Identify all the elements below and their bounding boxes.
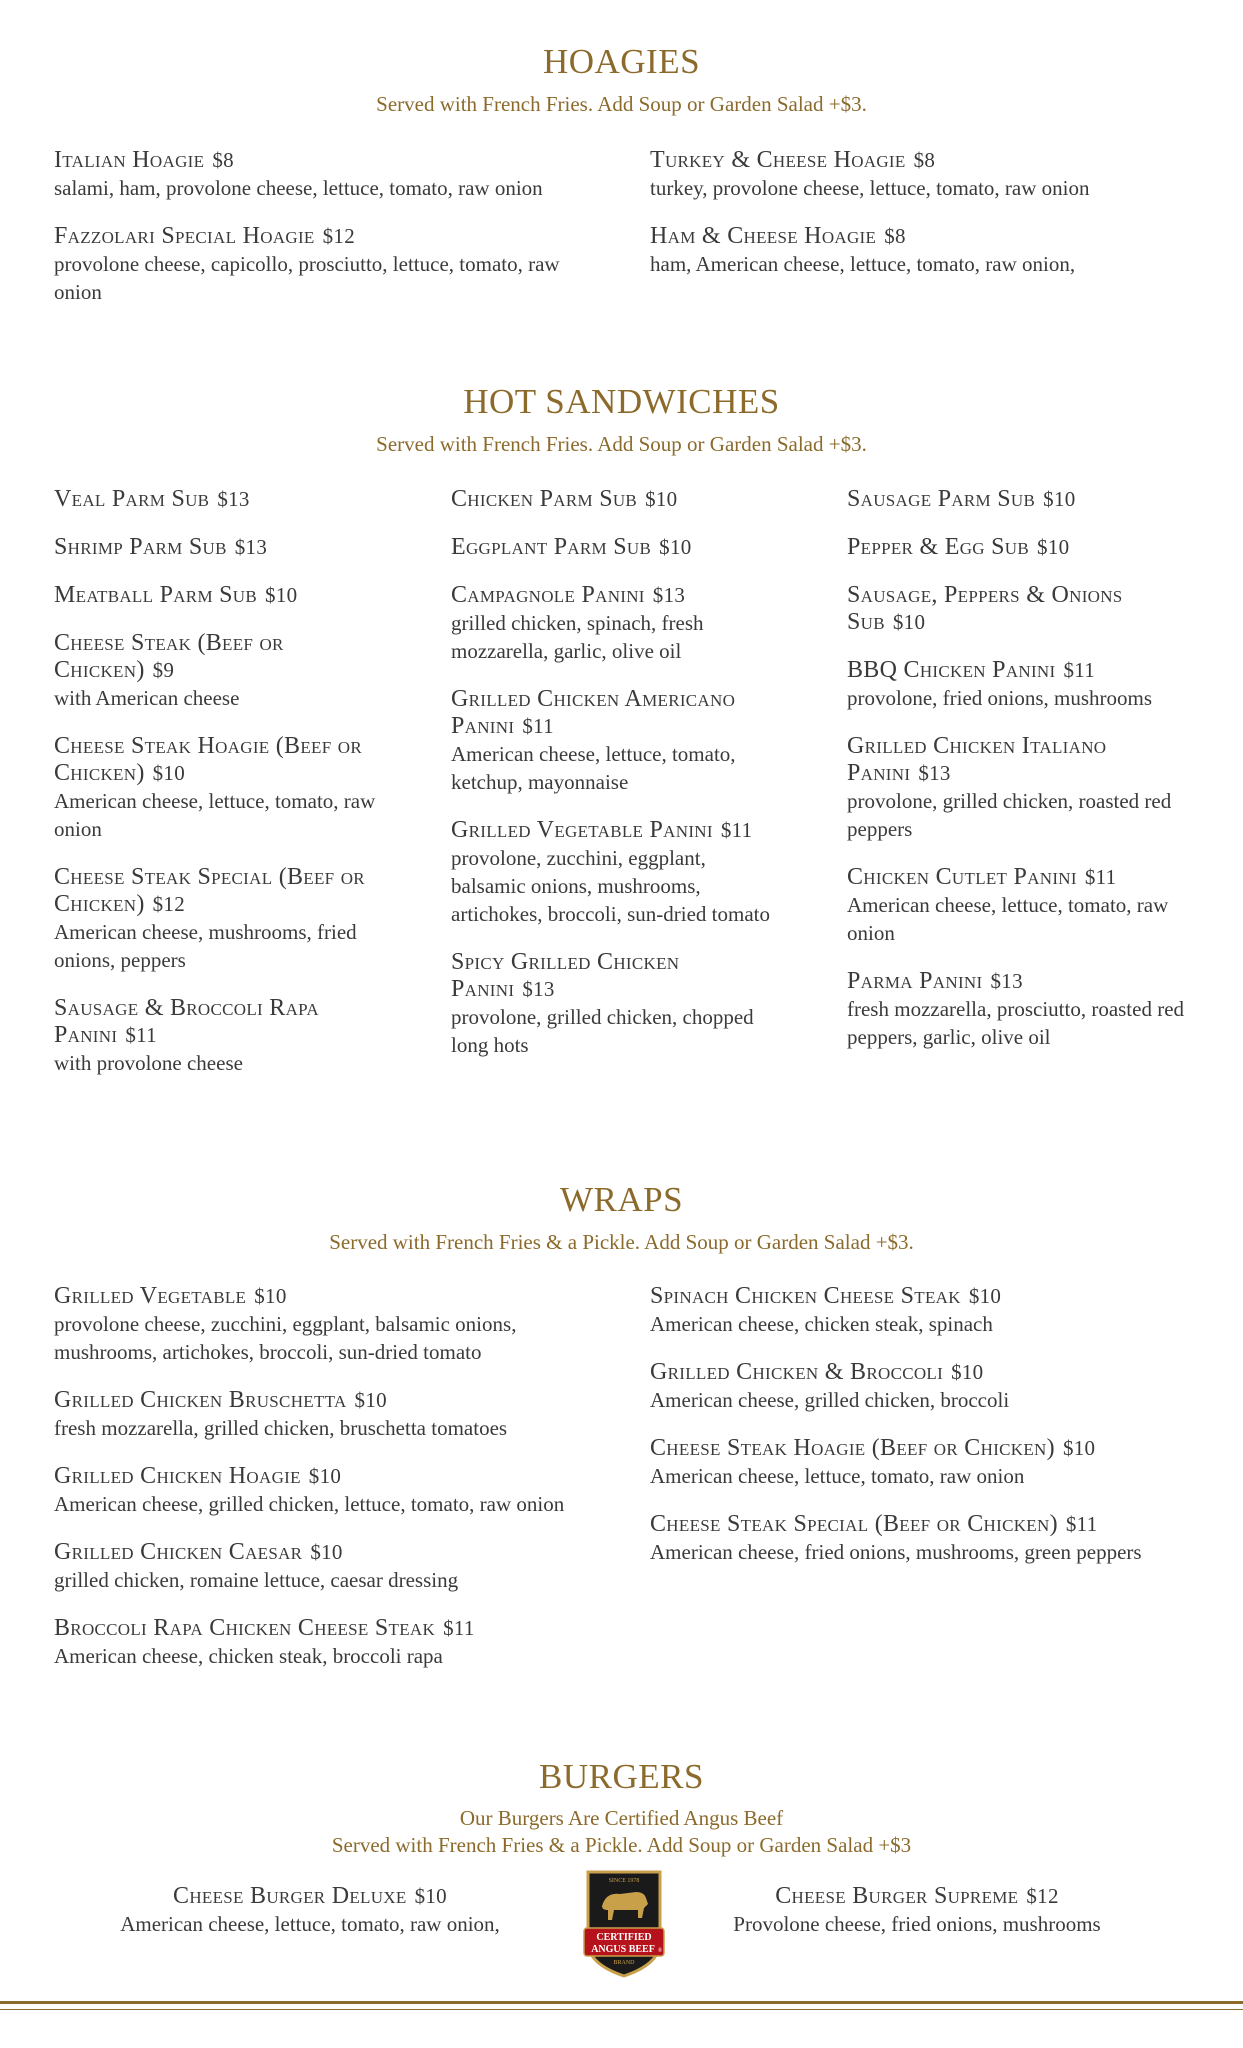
item-price: $10: [265, 583, 298, 607]
menu-item: [451, 817, 781, 928]
item-price: $10: [659, 535, 692, 559]
item-name: Grilled Chicken Americano Panini: [451, 686, 736, 739]
menu-item: [650, 223, 1190, 278]
item-price: $11: [125, 1023, 157, 1047]
wraps-left-column: [54, 1283, 594, 1691]
item-name: Cheese Steak Hoagie (Beef or Chicken): [650, 1435, 1055, 1461]
item-description: provolone, grilled chicken, roasted red peppers: [847, 789, 1172, 841]
item-price: $12: [152, 892, 186, 916]
menu-item: [54, 486, 384, 513]
item-name: Cheese Steak Special (Beef or Chicken): [54, 864, 365, 917]
menu-item: [54, 864, 384, 974]
wraps-subtitle: Served with French Fries & a Pickle. Add Soup or Garden Salad +$3.: [329, 1230, 914, 1254]
item-description: fresh mozzarella, grilled chicken, bruschetta tomatoes: [54, 1416, 508, 1440]
item-description: American cheese, grilled chicken, broccoli: [650, 1388, 1010, 1412]
item-price: $11: [1084, 865, 1117, 889]
menu-item: [847, 657, 1192, 712]
item-name: Cheese Steak Hoagie (Beef or Chicken): [54, 733, 363, 786]
menu-item: [54, 1463, 594, 1518]
item-price: $10: [951, 1360, 984, 1384]
item-description: American cheese, chicken steak, broccoli rapa: [54, 1644, 443, 1668]
item-description: with American cheese: [54, 686, 240, 710]
item-name: Cheese Steak Special (Beef or Chicken): [650, 1511, 1058, 1537]
menu-item: [451, 686, 781, 796]
item-price: $13: [652, 583, 686, 607]
item-name: Sausage Parm Sub: [847, 486, 1036, 512]
item-price: $8: [884, 224, 906, 248]
logo-registered-mark: ®: [657, 1948, 663, 1954]
item-price: $12: [322, 224, 355, 248]
item-price: $10: [354, 1388, 387, 1412]
item-name: Spinach Chicken Cheese Steak: [650, 1283, 961, 1309]
item-price: $13: [217, 487, 250, 511]
item-price: $10: [152, 761, 186, 785]
menu-item: [847, 486, 1192, 513]
item-name: Grilled Vegetable: [54, 1283, 247, 1309]
item-name: Fazzolari Special Hoagie: [54, 223, 315, 249]
item-name: Turkey & Cheese Hoagie: [650, 147, 906, 173]
item-description: provolone, fried onions, mushrooms: [847, 686, 1153, 710]
item-name: Grilled Chicken Hoagie: [54, 1463, 301, 1489]
logo-top-text: SINCE 1978: [608, 1878, 640, 1884]
burger-item-supreme: [697, 1883, 1137, 1938]
item-price: $10: [1062, 1436, 1096, 1460]
item-name: Ham & Cheese Hoagie: [650, 223, 877, 249]
menu-item: [847, 864, 1192, 947]
hot-sandwiches-column-2: [451, 486, 781, 1080]
hoagies-left-column: [54, 147, 594, 327]
logo-line-2: ANGUS BEEF: [591, 1944, 655, 1955]
menu-item: [650, 1359, 1180, 1414]
item-price: $11: [443, 1616, 475, 1640]
menu-item: [54, 733, 384, 843]
item-description: American cheese, mushrooms, fried onions, peppers: [54, 920, 357, 972]
menu-item: [54, 630, 384, 712]
wraps-title: WRAPS: [559, 1180, 684, 1219]
item-description: provolone cheese, zucchini, eggplant, balsamic onions, mushrooms, artichokes, broccoli, sun-dried tomato: [54, 1312, 517, 1364]
item-price: $11: [1063, 658, 1096, 682]
item-name: Spicy Grilled Chicken Panini: [451, 949, 680, 1002]
burgers-title: BURGERS: [539, 1757, 704, 1796]
menu-item: [54, 147, 594, 202]
item-description: provolone, zucchini, eggplant, balsamic onions, mushrooms, artichokes, broccoli, sun-dried tomato: [451, 846, 770, 926]
item-name: Sausage, Peppers & Onions Sub: [847, 582, 1123, 635]
item-name: Meatball Parm Sub: [54, 582, 258, 608]
item-price: $13: [522, 977, 555, 1001]
hot-sandwiches-column-1: [54, 486, 384, 1098]
item-name: Grilled Chicken Bruschetta: [54, 1387, 347, 1413]
menu-item: [54, 223, 594, 306]
item-description: American cheese, grilled chicken, lettuce, tomato, raw onion: [54, 1492, 565, 1516]
item-price: $10: [254, 1284, 287, 1308]
burger-item-deluxe: [90, 1883, 530, 1938]
item-description: provolone, grilled chicken, chopped long hots: [451, 1005, 754, 1057]
item-name: Grilled Chicken & Broccoli: [650, 1359, 944, 1385]
item-name: Grilled Vegetable Panini: [451, 817, 713, 843]
menu-item: [650, 1511, 1180, 1566]
item-description: grilled chicken, romaine lettuce, caesar dressing: [54, 1568, 459, 1592]
item-price: $10: [1037, 535, 1070, 559]
item-name: Chicken Cutlet Panini: [847, 864, 1077, 890]
hoagies-right-column: [650, 147, 1190, 299]
menu-item: [451, 582, 781, 665]
item-description: turkey, provolone cheese, lettuce, tomato, raw onion: [650, 176, 1090, 200]
footer-rule-top: [0, 2001, 1243, 2004]
footer-rule-bottom: [0, 2009, 1243, 2010]
item-price: $10: [645, 487, 678, 511]
wraps-right-column: [650, 1283, 1180, 1587]
item-price: $9: [152, 658, 175, 682]
item-description: fresh mozzarella, prosciutto, roasted red peppers, garlic, olive oil: [847, 997, 1185, 1049]
item-name: Campagnole Panini: [451, 582, 645, 608]
item-name: Chicken Parm Sub: [451, 486, 638, 512]
burgers-subtitle-2: Served with French Fries & a Pickle. Add Soup or Garden Salad +$3: [331, 1833, 912, 1857]
hot-sandwiches-title: HOT SANDWICHES: [463, 382, 780, 421]
item-name: Parma Panini: [847, 968, 983, 994]
menu-item: [847, 534, 1192, 561]
item-name: Grilled Chicken Caesar: [54, 1539, 303, 1565]
certified-angus-beef-logo: [580, 1868, 668, 1978]
menu-item: [54, 1615, 594, 1670]
hoagies-title: HOAGIES: [542, 42, 701, 81]
item-price: $10: [310, 1540, 343, 1564]
item-price: $11: [720, 818, 753, 842]
item-description: American cheese, lettuce, tomato, raw onion,: [120, 1912, 500, 1936]
hoagies-subtitle: Served with French Fries. Add Soup or Garden Salad +$3.: [376, 92, 867, 116]
item-price: $8: [913, 148, 936, 172]
item-price: $10: [1043, 487, 1076, 511]
item-price: $11: [1065, 1512, 1098, 1536]
item-description: with provolone cheese: [54, 1051, 243, 1075]
menu-item: [54, 534, 384, 561]
item-price: $13: [234, 535, 268, 559]
item-description: American cheese, fried onions, mushrooms, green peppers: [650, 1540, 1142, 1564]
menu-item: [847, 733, 1192, 843]
item-description: ham, American cheese, lettuce, tomato, raw onion,: [650, 252, 1076, 276]
menu-item: [54, 1283, 594, 1366]
item-price: $11: [522, 714, 554, 738]
item-name: BBQ Chicken Panini: [847, 657, 1056, 683]
item-price: $10: [892, 610, 926, 634]
hot-sandwiches-subtitle: Served with French Fries. Add Soup or Garden Salad +$3.: [376, 432, 867, 456]
item-name: Broccoli Rapa Chicken Cheese Steak: [54, 1615, 436, 1641]
item-name: Cheese Burger Deluxe: [173, 1883, 407, 1909]
item-description: grilled chicken, spinach, fresh mozzarella, garlic, olive oil: [451, 611, 704, 663]
item-description: American cheese, lettuce, tomato, raw onion: [847, 893, 1169, 945]
item-description: American cheese, lettuce, tomato, ketchup, mayonnaise: [451, 742, 736, 794]
item-description: American cheese, chicken steak, spinach: [650, 1312, 993, 1336]
item-name: Cheese Steak (Beef or Chicken): [54, 630, 284, 683]
menu-item: [451, 534, 781, 561]
item-description: American cheese, lettuce, tomato, raw onion: [650, 1464, 1025, 1488]
item-name: Cheese Burger Supreme: [775, 1883, 1019, 1909]
burgers-subtitle-1: Our Burgers Are Certified Angus Beef: [459, 1806, 784, 1830]
menu-item: [54, 1539, 594, 1594]
item-price: $13: [990, 969, 1023, 993]
menu-item: [54, 1387, 594, 1442]
item-name: Grilled Chicken Italiano Panini: [847, 733, 1107, 786]
menu-item: [451, 949, 781, 1059]
item-name: Shrimp Parm Sub: [54, 534, 227, 560]
item-name: Veal Parm Sub: [54, 486, 210, 512]
item-name: Eggplant Parm Sub: [451, 534, 652, 560]
item-price: $12: [1026, 1884, 1059, 1908]
item-name: Italian Hoagie: [54, 147, 205, 173]
menu-item: [650, 1435, 1180, 1490]
item-description: provolone cheese, capicollo, prosciutto, lettuce, tomato, raw onion: [54, 252, 560, 304]
menu-item: [650, 1283, 1180, 1338]
menu-item: [54, 582, 384, 609]
menu-item: [650, 147, 1190, 202]
menu-item: [847, 968, 1192, 1051]
item-description: salami, ham, provolone cheese, lettuce, tomato, raw onion: [54, 176, 543, 200]
menu-item: [451, 486, 781, 513]
menu-item: [847, 582, 1192, 636]
logo-bottom-text: BRAND: [613, 1960, 635, 1966]
item-name: Sausage & Broccoli Rapa Panini: [54, 995, 319, 1048]
item-description: American cheese, lettuce, tomato, raw onion: [54, 789, 376, 841]
item-description: Provolone cheese, fried onions, mushrooms: [733, 1912, 1101, 1936]
logo-line-1: CERTIFIED: [596, 1932, 652, 1943]
item-price: $8: [212, 148, 234, 172]
item-price: $10: [414, 1884, 447, 1908]
item-name: Pepper & Egg Sub: [847, 534, 1030, 560]
item-price: $10: [968, 1284, 1002, 1308]
menu-item: [54, 995, 384, 1077]
item-price: $13: [918, 761, 951, 785]
item-price: $10: [308, 1464, 342, 1488]
hot-sandwiches-column-3: [847, 486, 1192, 1072]
